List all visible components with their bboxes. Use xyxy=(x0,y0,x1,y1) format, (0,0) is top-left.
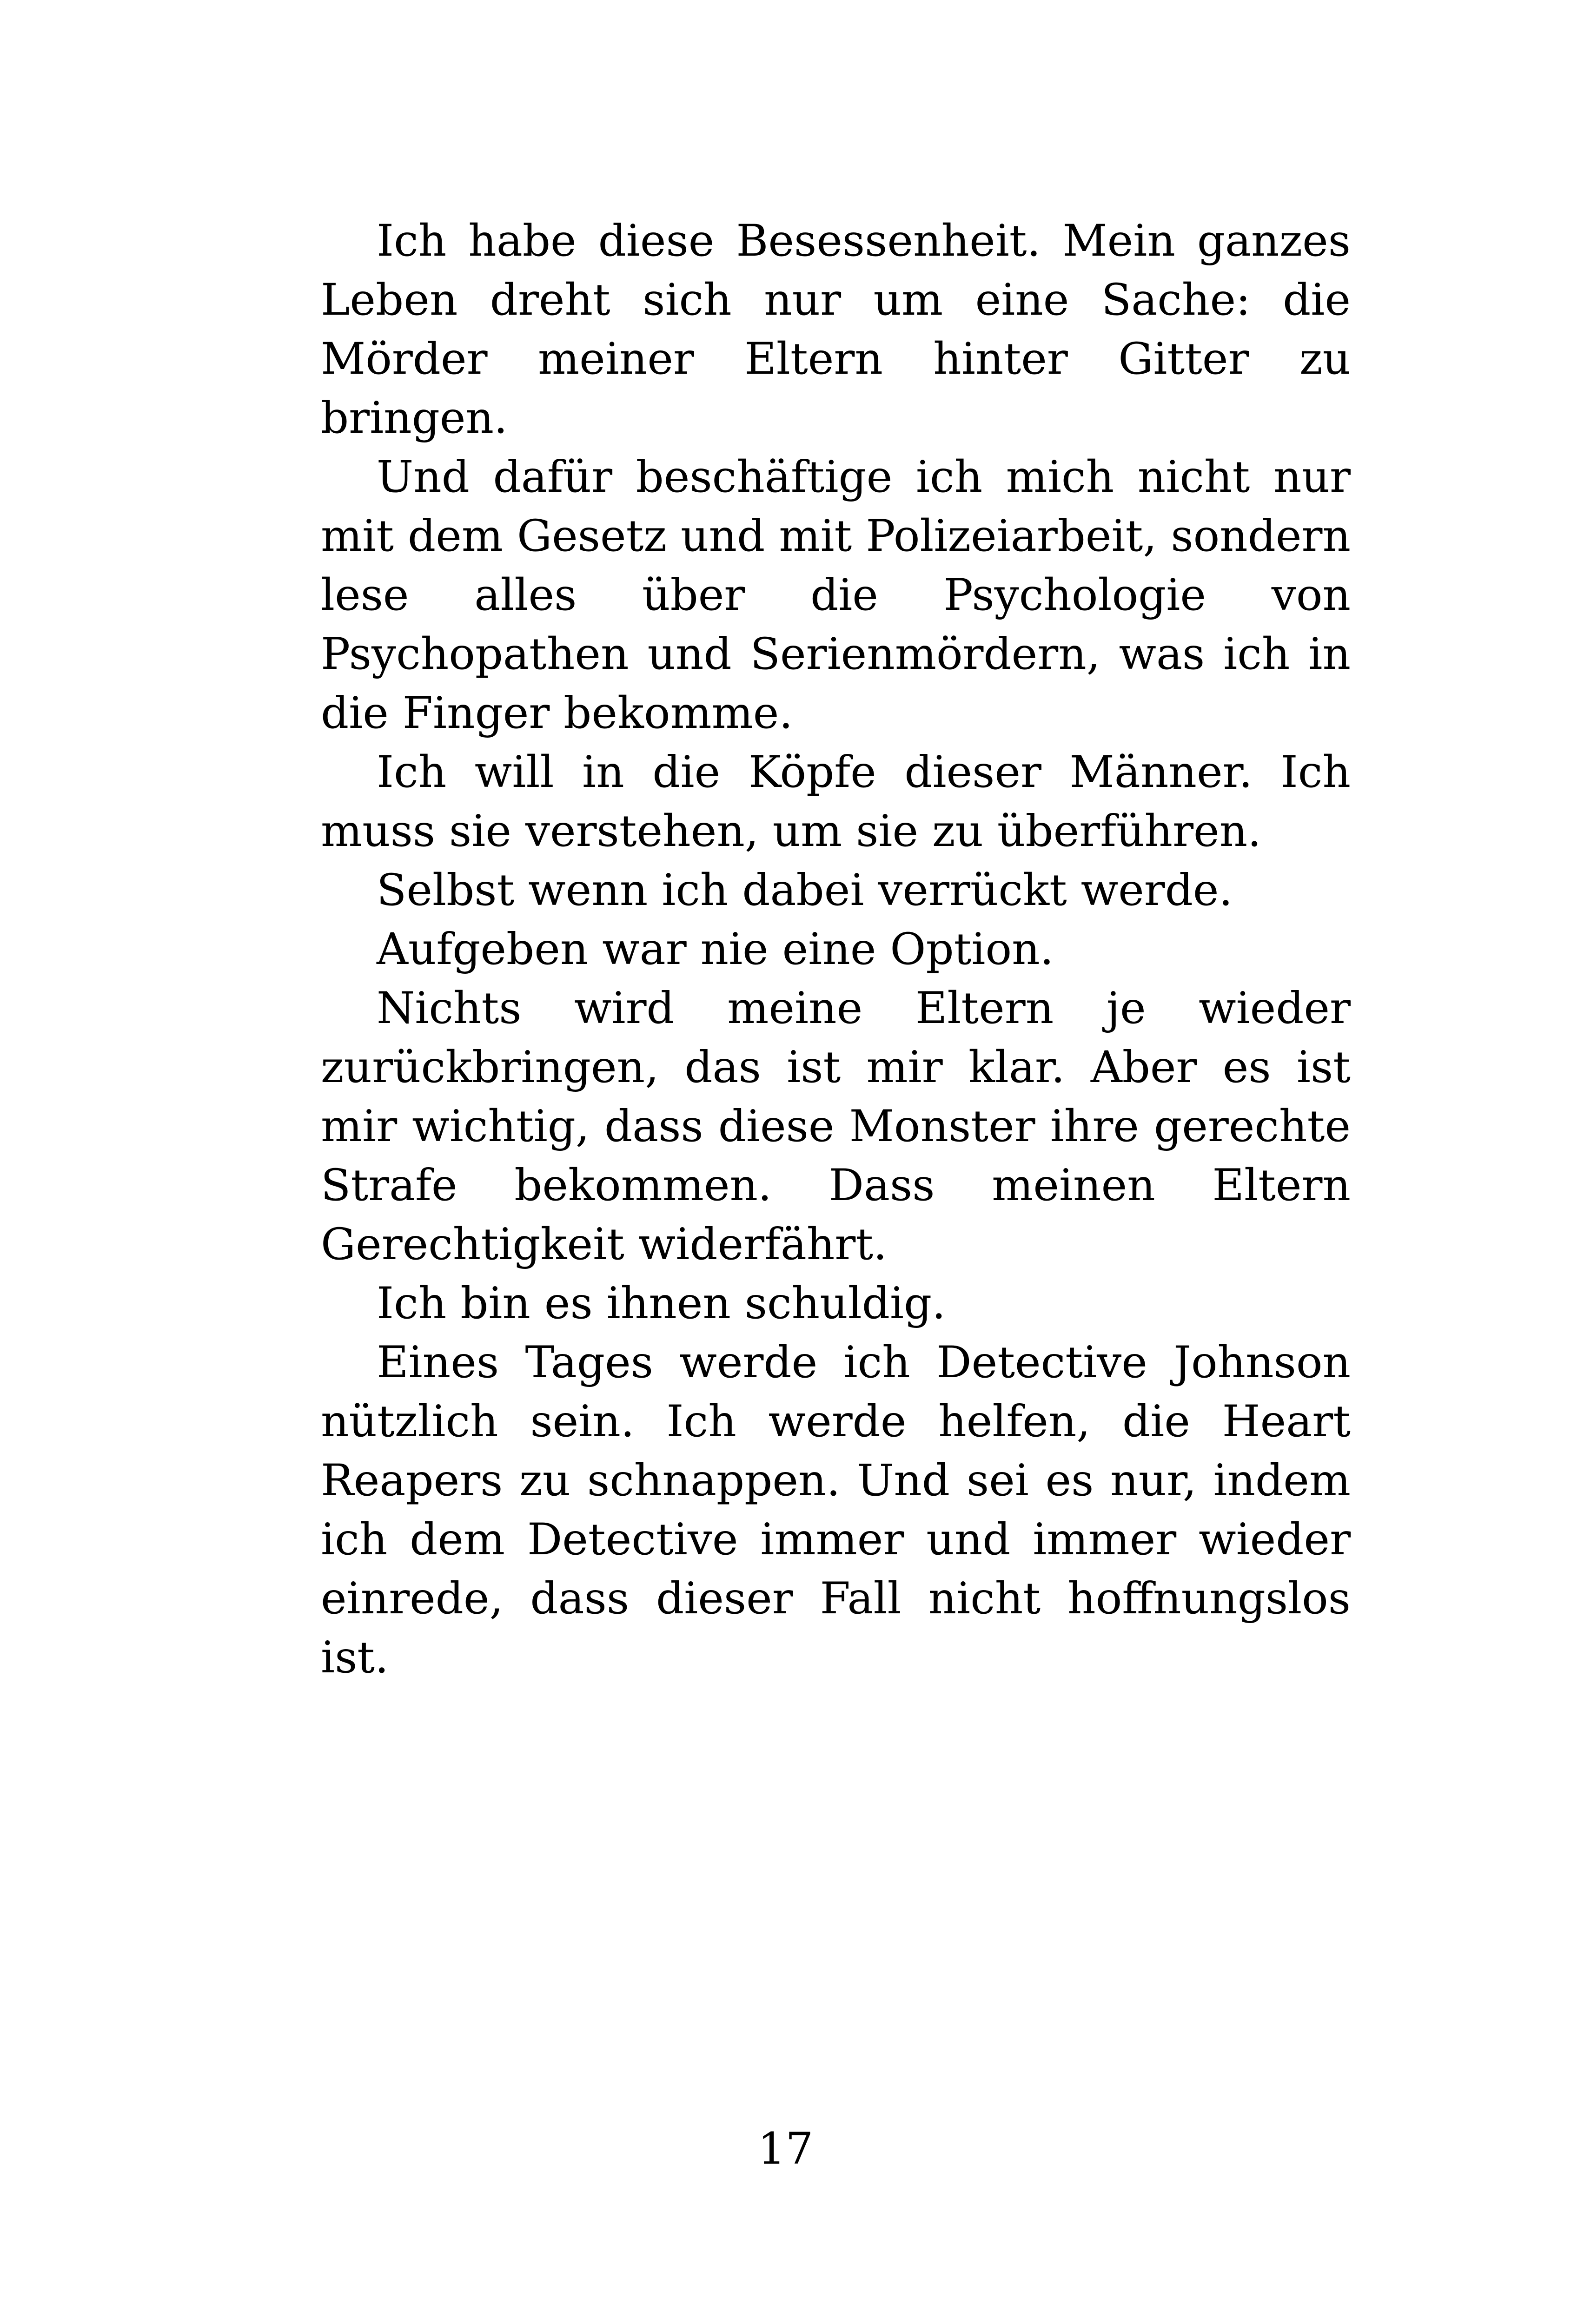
paragraph: Eines Tages werde ich Detective Johnson nützlich sein. Ich werde helfen, die Heart Reapers zu schnappen. Und sei es nur, indem ich dem Detective immer und immer wieder einrede, dass dieser Fall nicht hoffnungslos ist. xyxy=(321,1337,1351,1683)
paragraph: Ich will in die Köpfe dieser Männer. Ich muss sie verstehen, um sie zu überführen. xyxy=(321,747,1351,857)
paragraph: Nichts wird meine Eltern je wieder zurückbringen, das ist mir klar. Aber es ist mir wichtig, dass diese Monster ihre gerechte Strafe bekommen. Dass meinen Eltern Gerechtigkeit widerfährt. xyxy=(321,983,1351,1270)
paragraph: Ich bin es ihnen schuldig. xyxy=(377,1278,946,1329)
paragraph: Und dafür beschäftige ich mich nicht nur mit dem Gesetz und mit Polizeiarbeit, sondern lese alles über die Psychologie von Psychopathen und Serienmördern, was ich in die Finger bekomme. xyxy=(321,452,1351,739)
body-text xyxy=(321,211,1351,1687)
page-number: 17 xyxy=(757,2124,814,2174)
paragraph: Aufgeben war nie eine Option. xyxy=(377,924,1054,975)
paragraph: Ich habe diese Besessenheit. Mein ganzes Leben dreht sich nur um eine Sache: die Mörder meiner Eltern hinter Gitter zu bringen. xyxy=(321,216,1351,443)
paragraph: Selbst wenn ich dabei verrückt werde. xyxy=(377,865,1233,916)
